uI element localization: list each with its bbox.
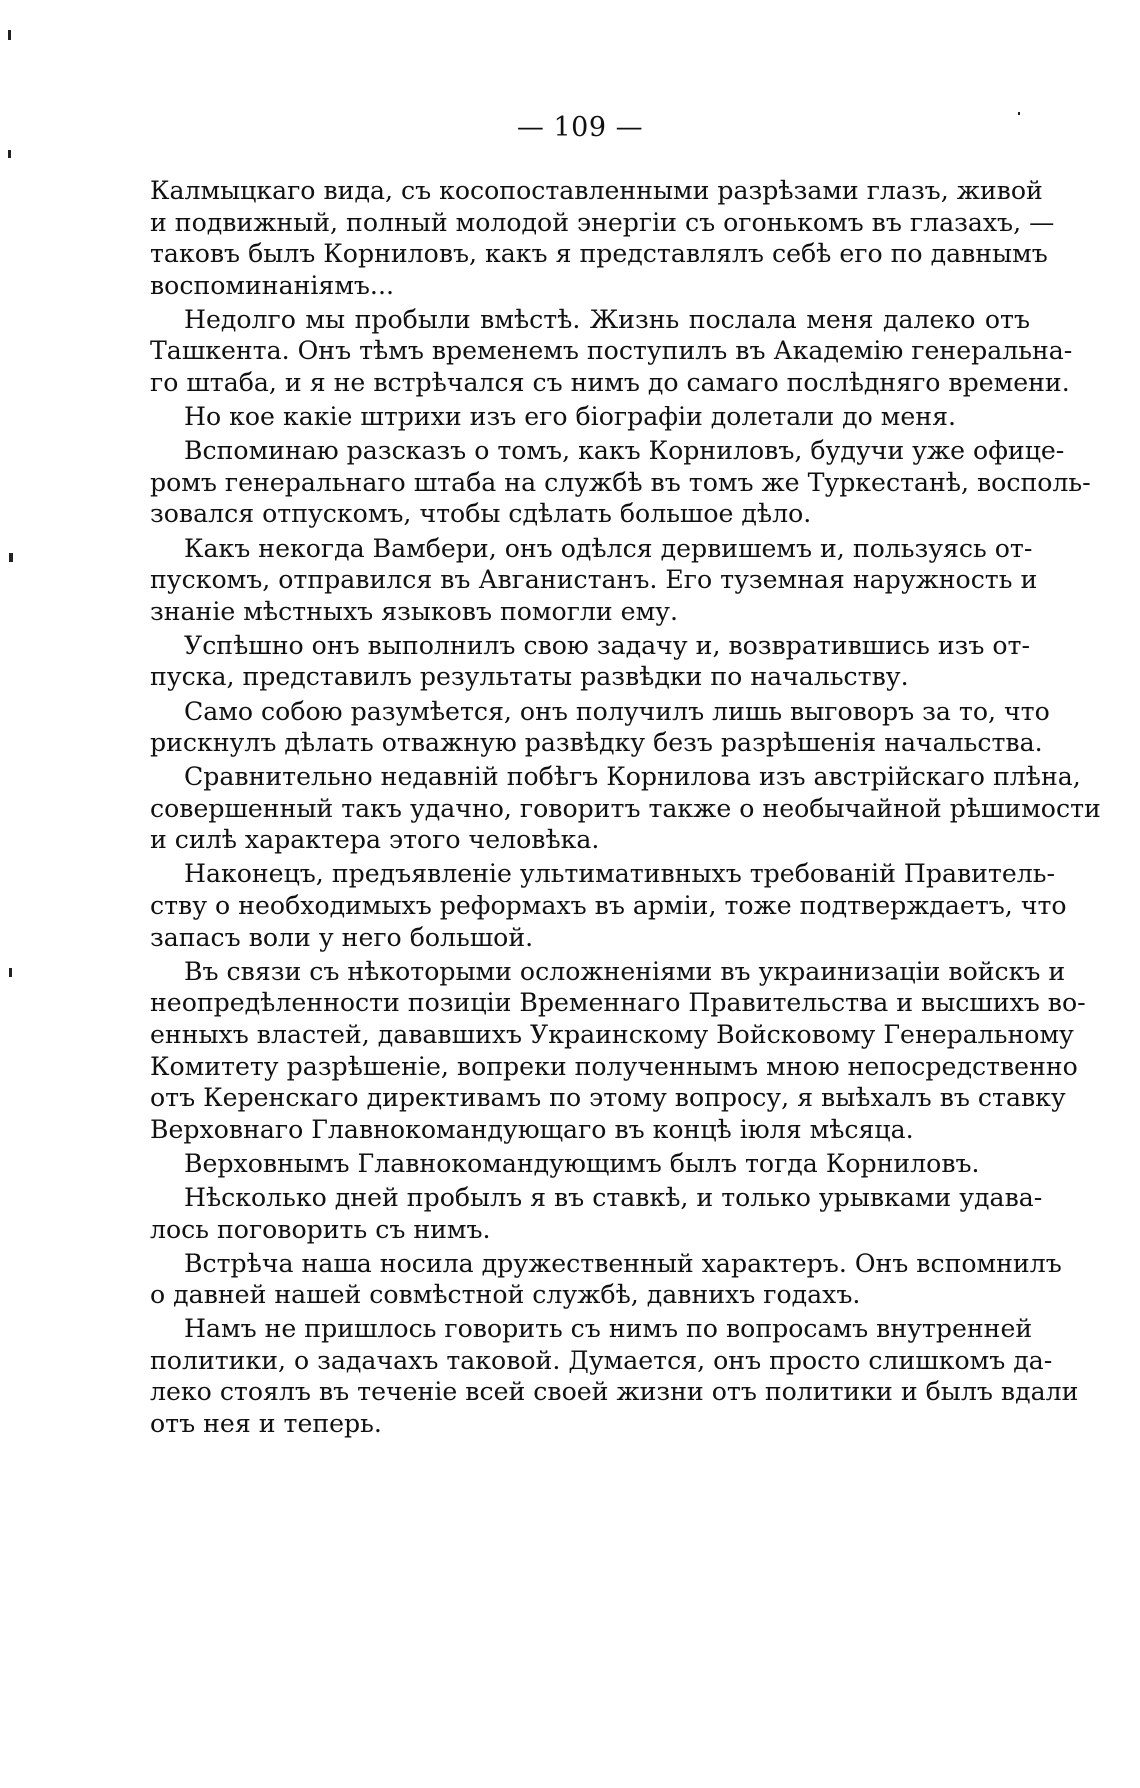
text-line: леко стоялъ въ теченіе всей своей жизни отъ политики и былъ вдали [150, 1377, 1079, 1407]
text-line: лось поговорить съ нимъ. [150, 1214, 491, 1244]
paragraph [150, 304, 1073, 399]
text-line: Верховнымъ Главнокомандующимъ былъ тогда Корниловъ. [184, 1148, 980, 1178]
body-text [150, 175, 1101, 1442]
text-line: енныхъ властей, дававшихъ Украинскому Войсковому Генеральному [150, 1019, 1074, 1049]
text-line: Но кое какіе штрихи изъ его біографіи долетали до меня. [184, 402, 956, 432]
paragraph [150, 1248, 1062, 1311]
text-line: и подвижный, полный молодой энергіи съ огонькомъ въ глазахъ, — [150, 207, 1055, 237]
paragraph [150, 761, 1101, 856]
page-number: — 109 — [516, 112, 644, 143]
text-line: Калмыцкаго вида, съ косопоставленными разрѣзами глазъ, живой [150, 176, 1043, 205]
text-line: Само собою разумѣется, онъ получилъ лишь выговоръ за то, что [184, 696, 1050, 726]
text-line: о давней нашей совмѣстной службѣ, давнихъ годахъ. [150, 1280, 861, 1310]
text-line: Недолго мы пробыли вмѣстѣ. Жизнь послала меня далеко отъ [184, 304, 1030, 334]
text-line: отъ Керенскаго директивамъ по этому вопросу, я выѣхалъ въ ставку [150, 1083, 1066, 1113]
text-line: и силѣ характера этого человѣка. [150, 825, 600, 855]
paragraph [150, 858, 1067, 953]
scan-mark [8, 30, 11, 40]
text-line: Намъ не пришлось говорить съ нимъ по вопросамъ внутренней [184, 1314, 1033, 1344]
text-line: Сравнительно недавній побѣгъ Корнилова изъ австрійскаго плѣна, [184, 762, 1081, 792]
text-line: политики, о задачахъ таковой. Думается, онъ просто слишкомъ да- [150, 1345, 1053, 1375]
paragraph [150, 956, 1086, 1146]
paragraph [150, 630, 1030, 693]
paragraph [150, 1313, 1079, 1439]
text-line: пуска, представилъ результаты развѣдки по начальству. [150, 662, 909, 692]
paragraph [150, 175, 1055, 301]
paragraph [150, 533, 1038, 628]
scan-mark [8, 150, 11, 158]
text-line: запасъ воли у него большой. [150, 922, 534, 952]
text-line: Комитету разрѣшеніе, вопреки полученнымъ мною непосредственно [150, 1051, 1078, 1081]
scan-mark [9, 968, 12, 977]
paragraph [150, 435, 1091, 530]
text-line: Какъ некогда Вамбери, онъ одѣлся дервишемъ и, пользуясь от- [184, 533, 1033, 563]
text-line: го штаба, и я не встрѣчался съ нимъ до самаго послѣдняго времени. [150, 368, 1070, 398]
text-line: неопредѣленности позиціи Временнаго Правительства и высшихъ во- [150, 988, 1086, 1018]
text-line: рискнулъ дѣлать отважную развѣдку безъ разрѣшенія начальства. [150, 728, 1043, 758]
text-line: пускомъ, отправился въ Авганистанъ. Его туземная наружность и [150, 565, 1038, 595]
text-line: воспоминаніямъ... [150, 270, 394, 300]
text-line: совершенный такъ удачно, говоритъ также о необычайной рѣшимости [150, 793, 1101, 823]
paragraph [150, 401, 1030, 433]
text-line: зовался отпускомъ, чтобы сдѣлать большое дѣло. [150, 499, 812, 529]
text-line: Въ связи съ нѣкоторыми осложненіями въ украинизаціи войскъ и [184, 956, 1066, 986]
text-line: таковъ былъ Корниловъ, какъ я представлялъ себѣ его по давнымъ [150, 239, 1048, 269]
text-line: Вспоминаю разсказъ о томъ, какъ Корниловъ, будучи уже офице- [184, 436, 1065, 466]
text-line: Успѣшно онъ выполнилъ свою задачу и, возвратившись изъ от- [184, 630, 1030, 660]
text-line: Наконецъ, предъявленіе ультимативныхъ требованій Правитель- [184, 859, 1055, 889]
text-line: ству о необходимыхъ реформахъ въ арміи, тоже подтверждаетъ, что [150, 891, 1067, 921]
text-line: Нѣсколько дней пробылъ я въ ставкѣ, и только урывками удава- [184, 1182, 1043, 1212]
paragraph [150, 1182, 1043, 1245]
text-line: Встрѣча наша носила дружественный характеръ. Онъ вспомнилъ [184, 1248, 1062, 1278]
text-line: Верховнаго Главнокомандующаго въ концѣ іюля мѣсяца. [150, 1114, 914, 1144]
text-line: Ташкента. Онъ тѣмъ временемъ поступилъ въ Академію генеральна- [150, 336, 1073, 366]
paragraph [150, 696, 1050, 759]
scan-mark [9, 553, 13, 562]
text-line: отъ нея и теперь. [150, 1409, 382, 1439]
text-line: знаніе мѣстныхъ языковъ помогли ему. [150, 596, 679, 626]
text-line: ромъ генеральнаго штаба на службѣ въ томъ же Туркестанѣ, восполь- [150, 467, 1091, 497]
paragraph [150, 1148, 1030, 1180]
